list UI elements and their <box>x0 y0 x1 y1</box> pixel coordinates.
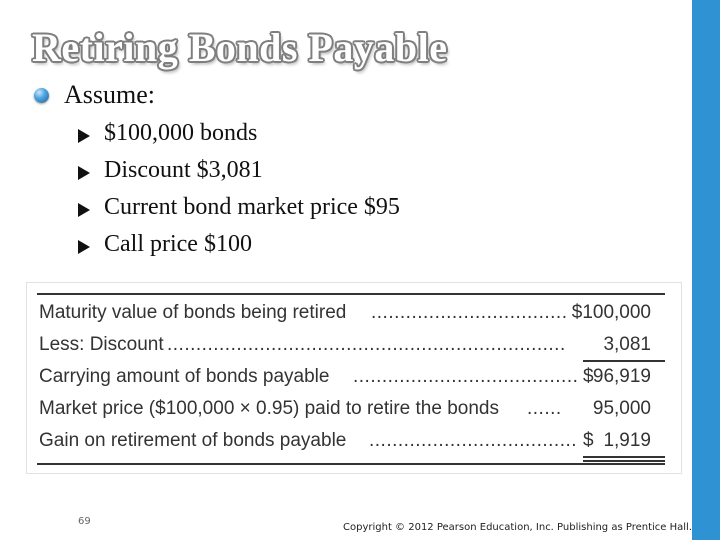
row-label: Carrying amount of bonds payable <box>39 366 330 387</box>
sub-bullet-text: Call price $100 <box>104 231 252 257</box>
triangle-bullet-icon <box>78 166 90 180</box>
row-leader-dots: .................................. <box>371 302 568 323</box>
accent-band <box>692 0 720 540</box>
triangle-bullet-icon <box>78 203 90 217</box>
row-value: 96,919 <box>592 366 651 387</box>
page-number: 69 <box>78 516 91 527</box>
copyright-notice: Copyright © 2012 Pearson Education, Inc. Publishing as Prentice Hall. <box>343 522 692 533</box>
table-row <box>39 428 665 458</box>
subtotal-underline <box>583 360 665 362</box>
retirement-table <box>26 282 682 474</box>
row-label: Gain on retirement of bonds payable <box>39 430 347 451</box>
row-value: $100,000 <box>571 302 651 323</box>
row-leader-dots: .................................... <box>369 430 578 451</box>
table-row <box>39 332 665 362</box>
slide-title: Retiring Bonds Payable <box>32 25 448 70</box>
total-double-underline <box>583 456 665 458</box>
bullet-assume: Assume: <box>64 80 155 109</box>
sub-bullet-text: Discount $3,081 <box>104 157 263 183</box>
row-label: Maturity value of bonds being retired <box>39 302 347 323</box>
table-row <box>39 300 665 330</box>
row-dollar-sign: $ <box>583 366 594 387</box>
sub-bullet-text: $100,000 bonds <box>104 120 258 146</box>
table-top-rule <box>37 293 665 295</box>
row-dollar-sign: $ <box>583 430 594 451</box>
row-leader-dots: ..................................................................... <box>167 334 566 355</box>
triangle-bullet-icon <box>78 240 90 254</box>
row-label: Less: Discount <box>39 334 164 355</box>
bullet-orb-icon <box>34 88 49 103</box>
row-value: 95,000 <box>592 398 651 419</box>
total-double-underline <box>583 460 665 462</box>
row-leader-dots: ....................................... <box>353 366 579 387</box>
row-label: Market price ($100,000 × 0.95) paid to retire the bonds <box>39 398 499 419</box>
table-row <box>39 396 665 426</box>
row-value: 3,081 <box>603 334 651 355</box>
triangle-bullet-icon <box>78 129 90 143</box>
sub-bullet-text: Current bond market price $95 <box>104 194 400 220</box>
table-row <box>39 364 665 394</box>
row-leader-dots: ...... <box>527 398 562 419</box>
table-bottom-rule <box>37 463 665 465</box>
row-value: 1,919 <box>603 430 651 451</box>
